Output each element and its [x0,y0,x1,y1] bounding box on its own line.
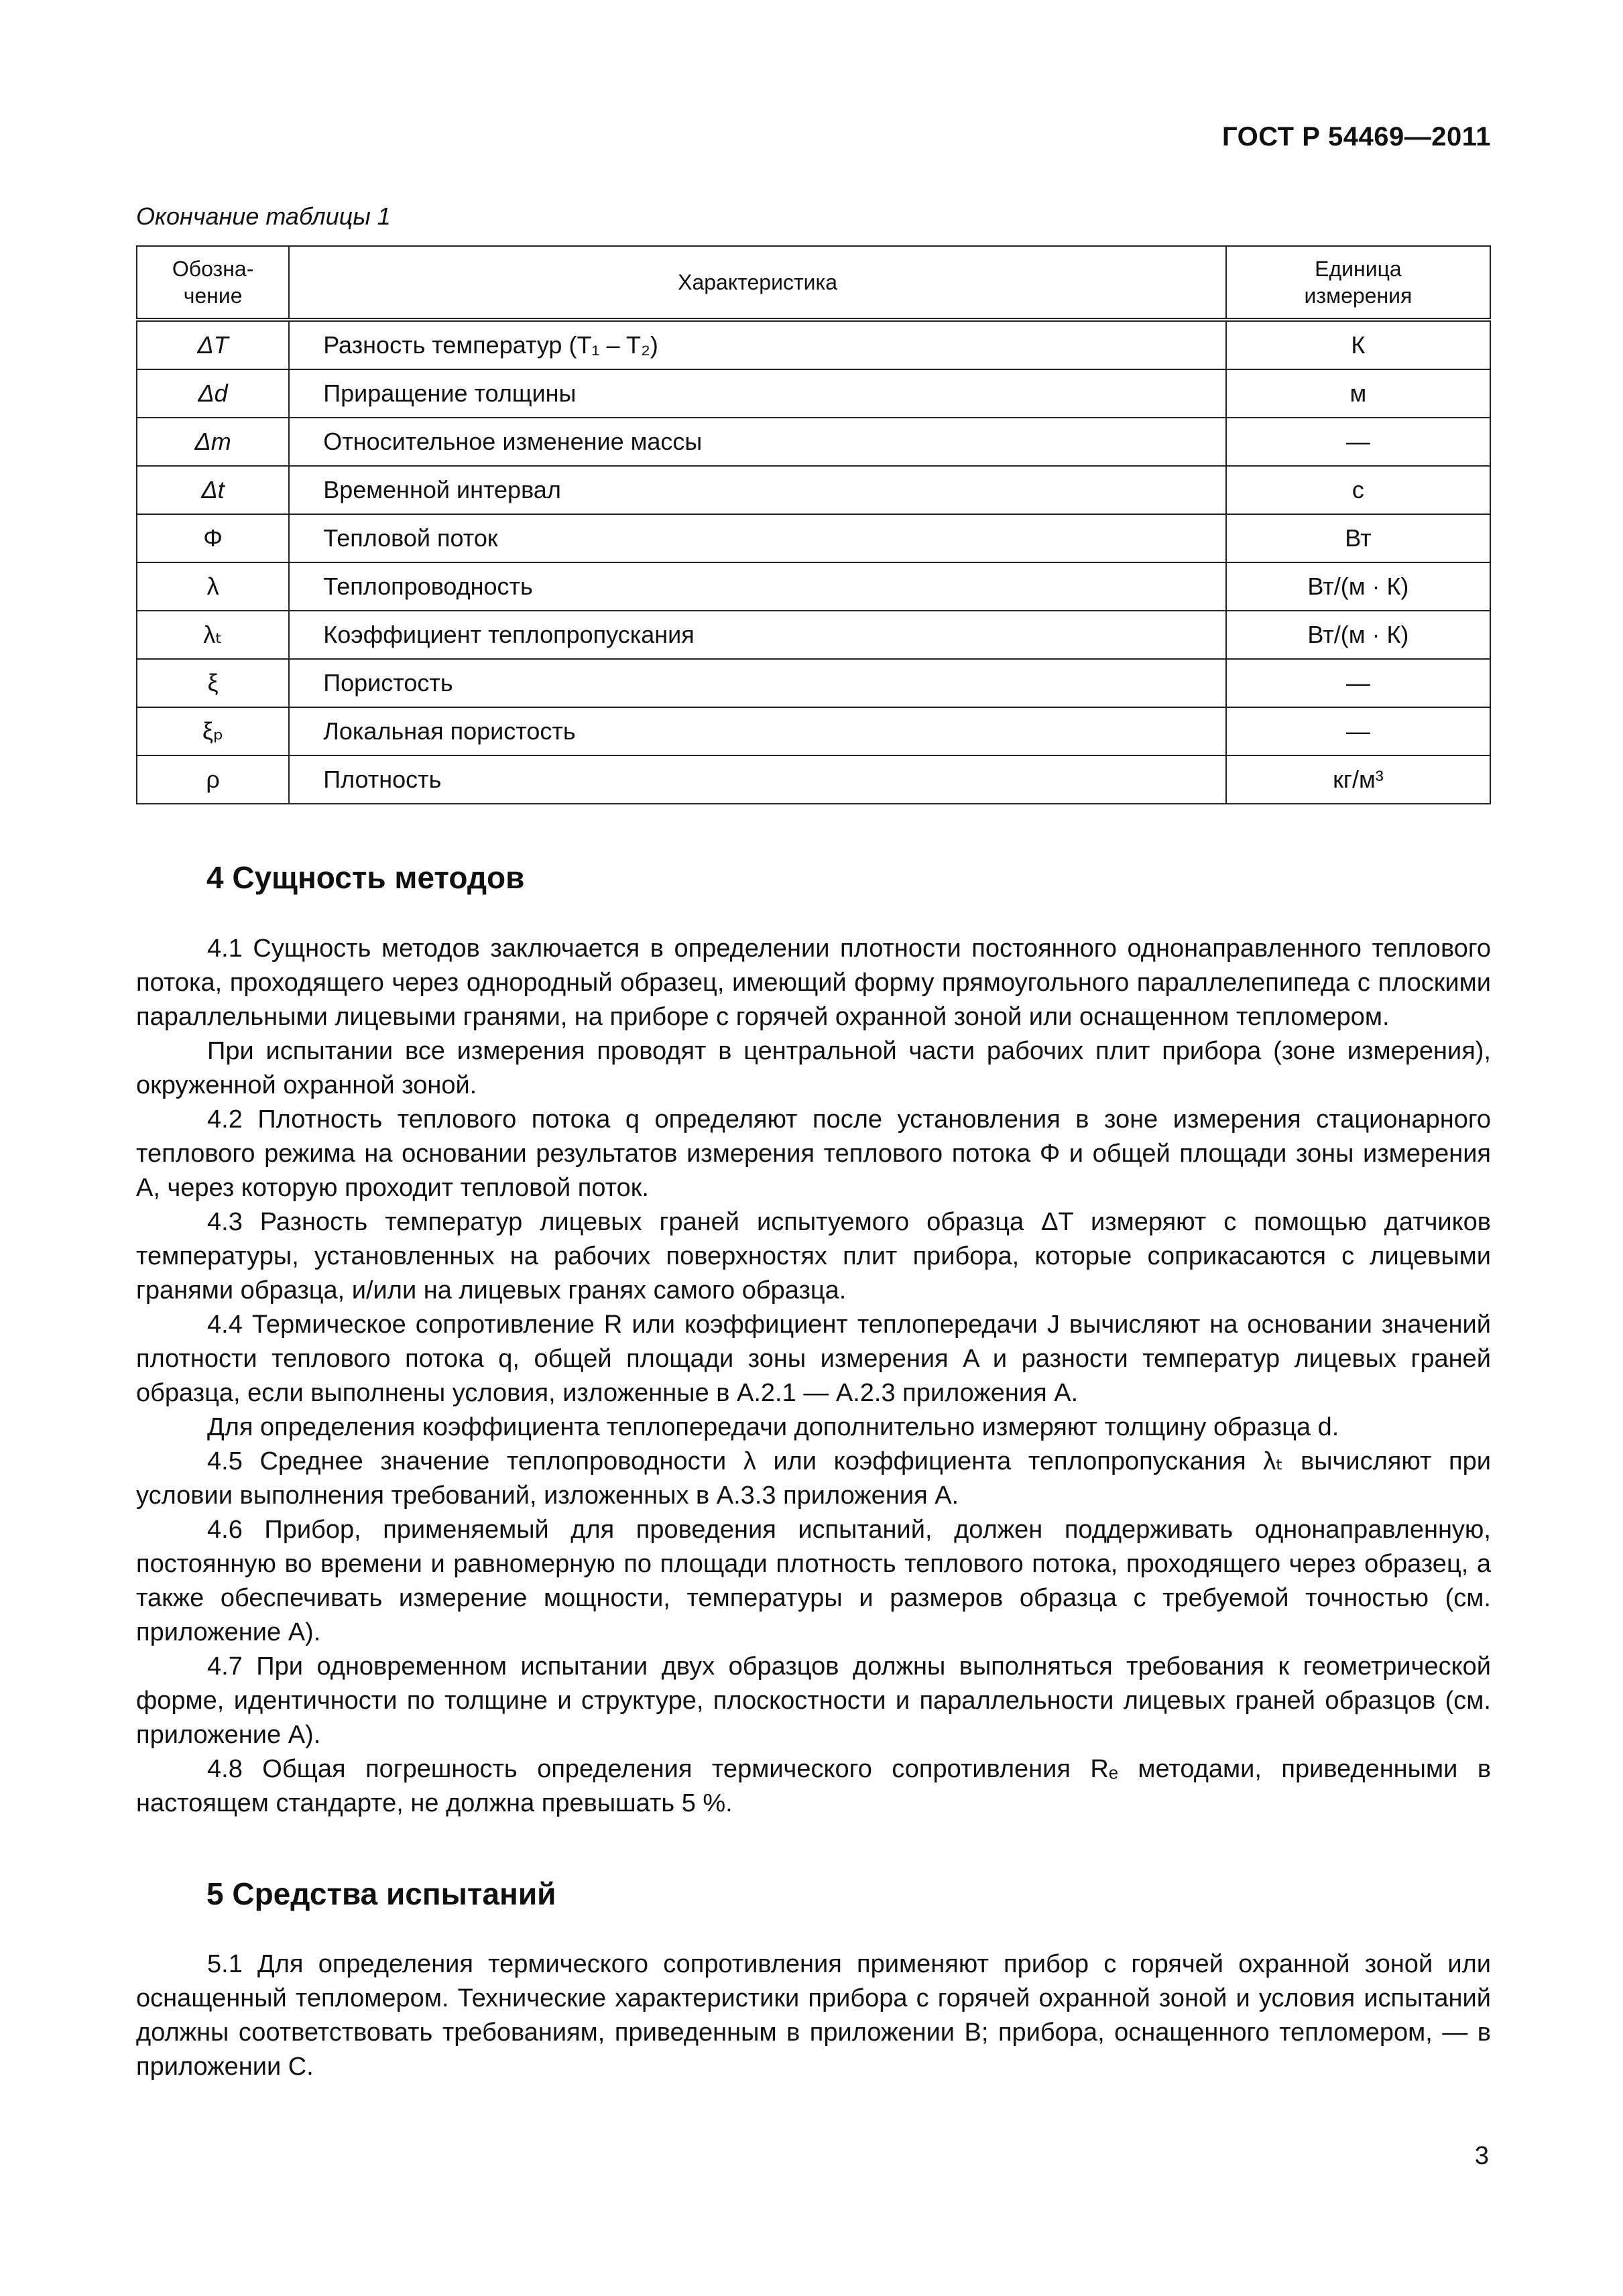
paragraph: 4.6 Прибор, применяемый для проведения испытаний, должен поддерживать однонаправленную, постоянную во времени и равномерную по площади плотность теплового потока, проходящего через образец, а также обеспечивать измерение мощности, температуры и размеров образца с требуемой точностью (см. приложение А). [136,1516,1491,1646]
section-5-body [136,1947,1491,2084]
symbols-table [136,245,1491,804]
table-row [137,611,1490,659]
column-header-characteristic-text: Характеристика [678,270,837,294]
characteristic-cell: Временной интервал [289,466,1226,514]
table-row [137,756,1490,804]
unit-cell: Вт/(м · К) [1226,562,1490,611]
paragraph: 4.2 Плотность теплового потока q определяют после установления в зоне измерения стационарного теплового режима на основании результатов измерения теплового потока Φ и общей площади зоны измерения A, через которую проходит тепловой поток. [136,1105,1491,1202]
characteristic-cell: Локальная пористость [289,707,1226,756]
symbol-cell: Φ [137,514,289,562]
characteristic-cell: Разность температур (T₁ – T₂) [289,320,1226,369]
symbol-cell: Δm [137,418,289,466]
table-caption: Окончание таблицы 1 [136,202,391,230]
column-header-symbol [137,246,289,320]
paragraph: 4.3 Разность температур лицевых граней испытуемого образца ΔT измеряют с помощью датчиков температуры, установленных на рабочих поверхностях плит прибора, которые соприкасаются с лицевыми гранями образца, и/или на лицевых гранях самого образца. [136,1208,1491,1305]
symbol-cell: ξₚ [137,707,289,756]
paragraph: 5.1 Для определения термического сопротивления применяют прибор с горячей охранной зоной или оснащенный тепломером. Технические характеристики прибора с горячей охранной зоной и условия испытаний должны соответствовать требованиям, приведенным в приложении В; прибора, оснащенного тепломером, — в приложении С. [136,1950,1491,2081]
unit-cell: К [1226,320,1490,369]
characteristic-cell: Теплопроводность [289,562,1226,611]
unit-cell: с [1226,466,1490,514]
unit-cell: — [1226,659,1490,707]
symbol-cell: λ [137,562,289,611]
paragraph: 4.8 Общая погрешность определения термического сопротивления Rₑ методами, приведенными в настоящем стандарте, не должна превышать 5 %. [136,1755,1491,1817]
paragraph: 4.1 Сущность методов заключается в определении плотности постоянного однонаправленного теплового потока, проходящего через однородный образец, имеющий форму прямоугольного параллелепипеда с плоскими параллельными лицевыми гранями, на приборе с горячей охранной зоной или оснащенном тепломером. [136,934,1491,1031]
symbol-cell: ρ [137,756,289,804]
paragraph: 4.4 Термическое сопротивление R или коэффициент теплопередачи J вычисляют на основании значений плотности теплового потока q, общей площади зоны измерения A и разности температур лицевых граней образца, если выполнены условия, изложенные в А.2.1 — А.2.3 приложения А. [136,1311,1491,1407]
paragraph: 4.5 Среднее значение теплопроводности λ или коэффициента теплопропускания λₜ вычисляют при условии выполнения требований, изложенных в А.3.3 приложения А. [136,1447,1491,1510]
characteristic-cell: Коэффициент теплопропускания [289,611,1226,659]
column-header-unit [1226,246,1490,320]
unit-cell: Вт/(м · К) [1226,611,1490,659]
symbol-cell: λₜ [137,611,289,659]
section-4-title: 4 Сущность методов [206,860,525,895]
characteristic-cell: Приращение толщины [289,369,1226,418]
symbol-cell: Δt [137,466,289,514]
symbol-cell: Δd [137,369,289,418]
column-header-unit-text: Единица измерения [1304,257,1412,308]
unit-cell: Вт [1226,514,1490,562]
unit-cell: — [1226,418,1490,466]
unit-cell: кг/м³ [1226,756,1490,804]
characteristic-cell: Тепловой поток [289,514,1226,562]
table-row [137,466,1490,514]
column-header-characteristic [289,246,1226,320]
section-5-title: 5 Средства испытаний [206,1876,556,1911]
paragraph: При испытании все измерения проводят в центральной части рабочих плит прибора (зоне измерения), окруженной охранной зоной. [136,1037,1491,1099]
symbol-cell: ΔT [137,320,289,369]
unit-cell: м [1226,369,1490,418]
symbol-cell: ξ [137,659,289,707]
unit-cell: — [1226,707,1490,756]
page-number: 3 [1474,2142,1489,2170]
table-row [137,707,1490,756]
table-row [137,659,1490,707]
table-row [137,514,1490,562]
table-header-row [137,246,1490,320]
table-row [137,418,1490,466]
characteristic-cell: Пористость [289,659,1226,707]
characteristic-cell: Плотность [289,756,1226,804]
table-row [137,562,1490,611]
paragraph: 4.7 При одновременном испытании двух образцов должны выполняться требования к геометрической форме, идентичности по толщине и структуре, плоскостности и параллельности лицевых граней образцов (см. приложение А). [136,1652,1491,1749]
section-4-body [136,932,1491,1821]
table-row [137,320,1490,369]
column-header-symbol-text: Обозна- чение [172,257,254,308]
paragraph: Для определения коэффициента теплопередачи дополнительно измеряют толщину образца d. [207,1413,1339,1441]
table-row [137,369,1490,418]
characteristic-cell: Относительное изменение массы [289,418,1226,466]
document-header: ГОСТ Р 54469—2011 [1222,122,1491,152]
